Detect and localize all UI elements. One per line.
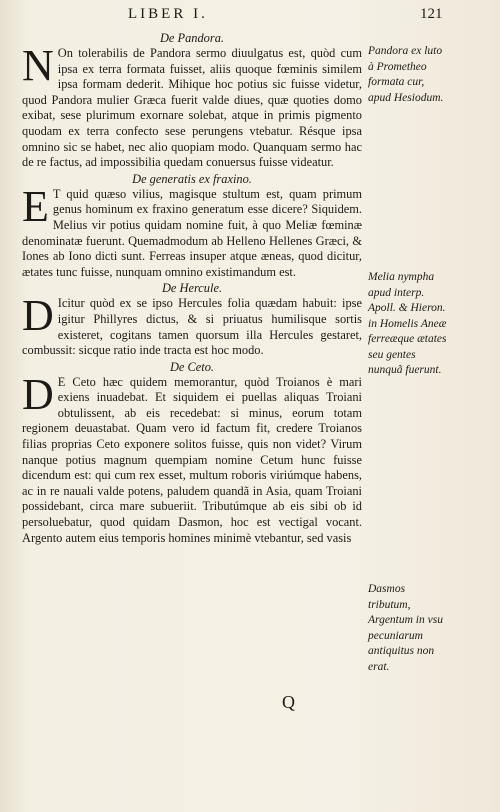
main-text-column <box>22 30 362 547</box>
section-pandora <box>22 31 362 171</box>
section-paragraph <box>22 291 362 358</box>
drop-capital: D <box>22 369 54 419</box>
running-title: LIBER I. <box>128 6 208 22</box>
paragraph-text: T quid quæso vilius, magisque stultum est, quam primum genus hominum ex fraxino generatum esse dicere? Siquidem. Melius vir potius quidam nomine fuit, à quo Meliæ fœminæ denominatæ fuerunt. Quemadmodum ab Helleno Hellenes Græci, & Iones ab Iono dicti sunt. Ferreas insuper atque æneas, quod dicitur, ætates tunc fuisse, nunquam omnino existimandum est. <box>22 186 362 279</box>
paragraph-text: Icitur quòd ex se ipso Hercules folia quædam habuit: ipse igitur Phillyres dictus, & si priuatus humilisque sortis existeret, cogitans tamen quorsum illa Hercules gestaret, combussit: sicque ratio inde tracta est hoc modo. <box>22 296 362 358</box>
running-header <box>0 6 500 26</box>
marginal-note: Melia nympha apud interp. Apoll. & Hieron. in Homelis Aneæ ferreæque ætates seu gentes nunquã fuerunt. <box>368 271 447 376</box>
drop-capital: D <box>22 291 54 341</box>
marginal-note: Pandora ex luto à Prometheo formata cur, apud Hesiodum. <box>368 45 444 104</box>
marginal-note: Dasmos tributum, Argentum in vsu pecuniarum antiquitus non erat. <box>368 583 443 673</box>
section-fraxino <box>22 172 362 281</box>
section-heading: De generatis ex fraxino. <box>132 171 252 186</box>
drop-capital: E <box>22 181 49 231</box>
page-number: 121 <box>420 6 443 22</box>
section-hercule <box>22 281 362 358</box>
paragraph-text: E Ceto hæc quidem memorantur, quòd Troianos è mari exiens inuadebat. Et siquidem ei puellas aliquas Troiani obtulissent, ab eis recedebat: si minus, eorum totam regionem deuastabat. Quam vero id factum fit, credere Troianos filias proprias Ceto exponere solitos fuisse, quis non videt? Virum nanque potius magnum quempiam nomine Cetum hunc fuisse dicendum est: qui cum rex esset, multum roboris viriúmque habens, ac in re nauali valde potens, paludem quandã in Asia, quam Troiani possidebant, circa mare subueriit. Tributúmque ab eis sibi ob id persoluebatur, quod quidam Dasmon, hoc est vectigal vocant. Argento autem eius temporis homines minimè vtebantur, sed vasis <box>22 374 362 545</box>
drop-capital: N <box>22 41 54 90</box>
section-paragraph <box>22 181 362 281</box>
section-heading: De Pandora. <box>159 31 224 45</box>
section-heading: De Ceto. <box>169 359 215 374</box>
section-paragraph <box>22 369 362 547</box>
section-heading: De Hercule. <box>161 281 223 296</box>
section-paragraph <box>22 41 362 171</box>
catchword: Q <box>282 692 295 712</box>
paragraph-text: On tolerabilis de Pandora sermo diuulgatus est, quòd cum ipsa ex terra formata fuisset, aliis quoque fœminis similem ipsa formam dederit. Mihique hoc potius sic fuisse videtur, quod Pandora mulier Græca fuerit valde diues, quæ quoties domo exibat, sese plurimum exornare solebat, atque in primis pigmento quodam ex terra confecto sese perungens vtebatur. Résque ipsa omnino sic se habet, nec alio quopiam modo. Quanquam sermo hac de re factus, ad impossibilia quedam conuersus fuisse videatur. <box>22 46 362 170</box>
section-ceto <box>22 360 362 547</box>
